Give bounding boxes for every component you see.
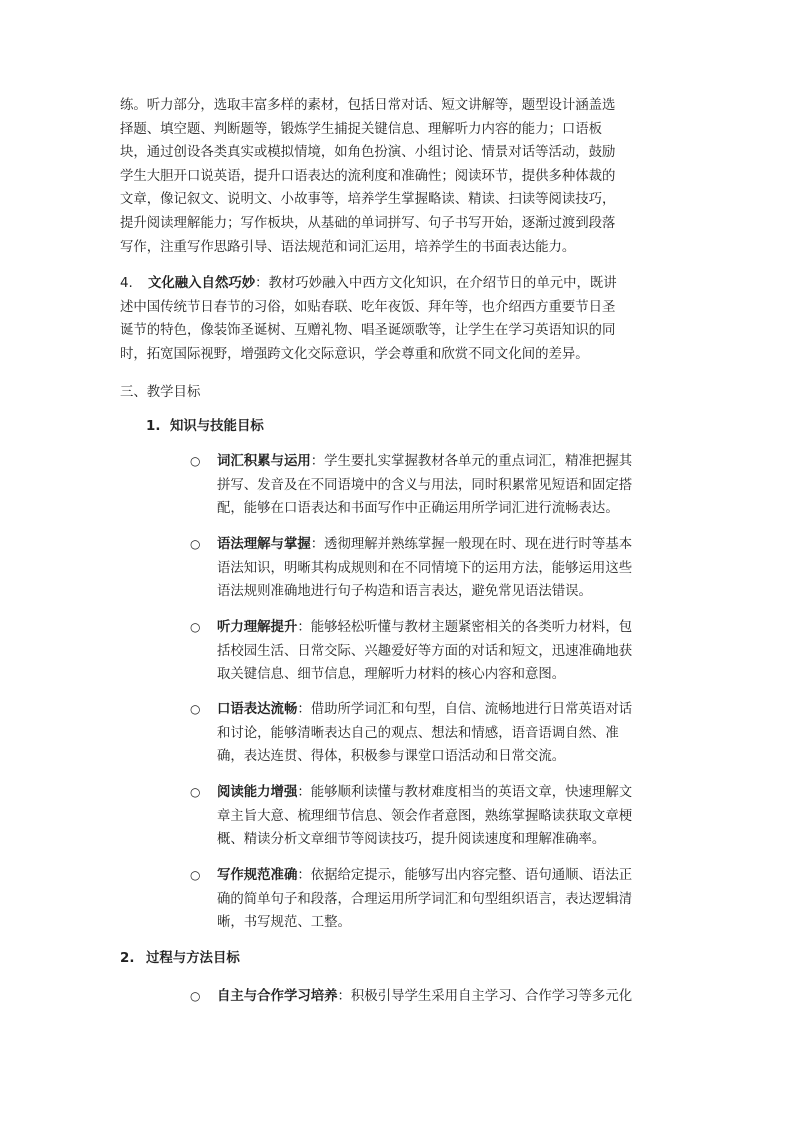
hollow-circle-bullet-icon: ○ (190, 620, 201, 634)
goal-1-bullet: ○ 阅读能力增强：能够顺利读懂与教材难度相当的英语文章，快速理解文 章主旨大意、梳理细节信息、领会作者意图，熟练掌握略读获取文章梗 概、精读分析文章细节等阅读技巧，提升阅读速度和理解准确率。 (190, 781, 680, 852)
bullet-text: 借助所学词汇和句型，自信、流畅地进行日常英语对话 (310, 702, 633, 717)
bullet-text: 学生要扎实掌握教材各单元的重点词汇，精准把握其 (324, 454, 633, 469)
item-4-number: 4. (120, 276, 133, 291)
intro-line: 块，通过创设各类真实或模拟情境，如角色扮演、小组讨论、情景对话等活动，鼓励 (120, 145, 616, 161)
bullet-text: 确的简单句子和段落，合理运用所学词汇和句型组织语言，表达逻辑清 (217, 891, 633, 907)
item-4-line: 诞节的特色，像装饰圣诞树、互赠礼物、唱圣诞颂歌等，让学生在学习英语知识的同 (120, 323, 616, 339)
section-3-heading: 三、教学目标 (120, 385, 201, 400)
goal-1-heading (146, 416, 264, 438)
bullet-text: 晰，书写规范、工整。 (217, 915, 351, 931)
goal-2-title: 过程与方法目标 (146, 951, 240, 966)
bullet-title: 语法理解与掌握 (217, 537, 311, 552)
goal-1-bullet: ○ 听力理解提升：能够轻松听懂与教材主题紧密相关的各类听力材料，包 括校园生活、日常交际、兴趣爱好等方面的对话和短文，迅速准确地获 取关键信息、细节信息，理解听力材料的核心内容和意图。 (190, 616, 680, 687)
bullet-text: 拼写、发音及在不同语境中的含义与用法，同时积累常见短语和固定搭 (217, 477, 633, 493)
bullet-title: 阅读能力增强 (217, 785, 298, 800)
hollow-circle-bullet-icon: ○ (190, 454, 201, 468)
item-4-text: 教材巧妙融入中西方文化知识，在介绍节日的单元中，既讲 (268, 276, 617, 291)
bullet-title: 写作规范准确 (217, 868, 298, 883)
hollow-circle-bullet-icon: ○ (190, 989, 201, 1003)
bullet-text: 配，能够在口语表达和书面写作中正确运用所学词汇进行流畅表达。 (217, 501, 619, 517)
bullet-text: 透彻理解并熟练掌握一般现在时、现在进行时等基本 (324, 537, 633, 552)
goal-2-number: 2. (120, 951, 135, 966)
goal-2-heading (120, 948, 240, 970)
bullet-text: 语法规则准确地进行句子构造和语言表达，避免常见语法错误。 (217, 584, 592, 600)
intro-paragraph (120, 94, 680, 259)
goal-1-bullet: ○ 词汇积累与运用：学生要扎实掌握教材各单元的重点词汇，精准把握其 拼写、发音及在不同语境中的含义与用法，同时积累常见短语和固定搭 配，能够在口语表达和书面写作中正确运用所学词汇进行流畅表达。 (190, 450, 680, 521)
intro-line: 文章，像记叙文、说明文、小故事等，培养学生掌握略读、精读、扫读等阅读技巧， (120, 192, 616, 208)
goal-1-bullet: ○ 语法理解与掌握：透彻理解并熟练掌握一般现在时、现在进行时等基本 语法知识，明晰其构成规则和在不同情境下的运用方法，能够运用这些 语法规则准确地进行句子构造和语言表达，避免常见语法错误。 (190, 533, 680, 604)
intro-line: 练。听力部分，选取丰富多样的素材，包括日常对话、短文讲解等，题型设计涵盖选 (120, 98, 616, 113)
intro-line: 提升阅读理解能力；写作板块，从基础的单词拼写、句子书写开始，逐渐过渡到段落 (120, 215, 616, 231)
goal-1-number: 1. (146, 419, 161, 434)
bullet-text: 语法知识，明晰其构成规则和在不同情境下的运用方法，能够运用这些 (217, 560, 633, 576)
bullet-text: 确，表达连贯、得体，积极参与课堂口语活动和日常交流。 (217, 749, 566, 765)
bullet-text: 依据给定提示，能够写出内容完整、语句通顺、语法正 (310, 868, 633, 883)
bullet-title: 自主与合作学习培养 (217, 989, 338, 1004)
hollow-circle-bullet-icon: ○ (190, 868, 201, 882)
bullet-text: 积极引导学生采用自主学习、合作学习等多元化 (350, 989, 633, 1004)
bullet-title: 听力理解提升 (217, 620, 298, 635)
item-4-line: 时，拓宽国际视野，增强跨文化交际意识，学会尊重和欣赏不同文化间的差异。 (120, 346, 589, 362)
bullet-text: 章主旨大意、梳理细节信息、领会作者意图，熟练掌握略读获取文章梗 (217, 808, 633, 824)
intro-line: 择题、填空题、判断题等，锻炼学生捕捉关键信息、理解听力内容的能力；口语板 (120, 121, 603, 137)
item-4-line: 述中国传统节日春节的习俗，如贴春联、吃年夜饭、拜年等，也介绍西方重要节日圣 (120, 299, 616, 315)
bullet-text: 能够顺利读懂与教材难度相当的英语文章，快速理解文 (310, 785, 633, 800)
goal-1-bullet: ○ 写作规范准确：依据给定提示，能够写出内容完整、语句通顺、语法正 确的简单句子和段落，合理运用所学词汇和句型组织语言，表达逻辑清 晰，书写规范、工整。 (190, 864, 680, 935)
goal-2-bullet: ○ 自主与合作学习培养：积极引导学生采用自主学习、合作学习等多元化 (190, 985, 680, 1009)
bullet-title: 词汇积累与运用 (217, 454, 311, 469)
hollow-circle-bullet-icon: ○ (190, 702, 201, 716)
bullet-text: 概、精读分析文章细节等阅读技巧，提升阅读速度和理解准确率。 (217, 832, 606, 848)
goal-1-bullet: ○ 口语表达流畅：借助所学词汇和句型，自信、流畅地进行日常英语对话 和讨论，能够清晰表达自己的观点、想法和情感，语音语调自然、准 确，表达连贯、得体，积极参与课堂口语活动和日常交流。 (190, 698, 680, 769)
item-4-title: 文化融入自然巧妙 (148, 276, 256, 291)
intro-line: 写作，注重写作思路引导、语法规范和词汇运用，培养学生的书面表达能力。 (120, 239, 576, 255)
item-4-paragraph (120, 272, 680, 366)
goal-1-title: 知识与技能目标 (170, 419, 264, 434)
item-4-first-line (120, 272, 680, 296)
hollow-circle-bullet-icon: ○ (190, 537, 201, 551)
bullet-text: 括校园生活、日常交际、兴趣爱好等方面的对话和短文，迅速准确地获 (217, 643, 633, 659)
bullet-text: 能够轻松听懂与教材主题紧密相关的各类听力材料，包 (310, 620, 633, 635)
hollow-circle-bullet-icon: ○ (190, 785, 201, 799)
bullet-text: 取关键信息、细节信息，理解听力材料的核心内容和意图。 (217, 667, 566, 683)
intro-line: 学生大胆开口说英语，提升口语表达的流利度和准确性；阅读环节，提供多种体裁的 (120, 168, 616, 184)
bullet-title: 口语表达流畅 (217, 702, 298, 717)
bullet-text: 和讨论，能够清晰表达自己的观点、想法和情感，语音语调自然、准 (217, 725, 619, 741)
item-4-colon: ： (255, 276, 269, 291)
